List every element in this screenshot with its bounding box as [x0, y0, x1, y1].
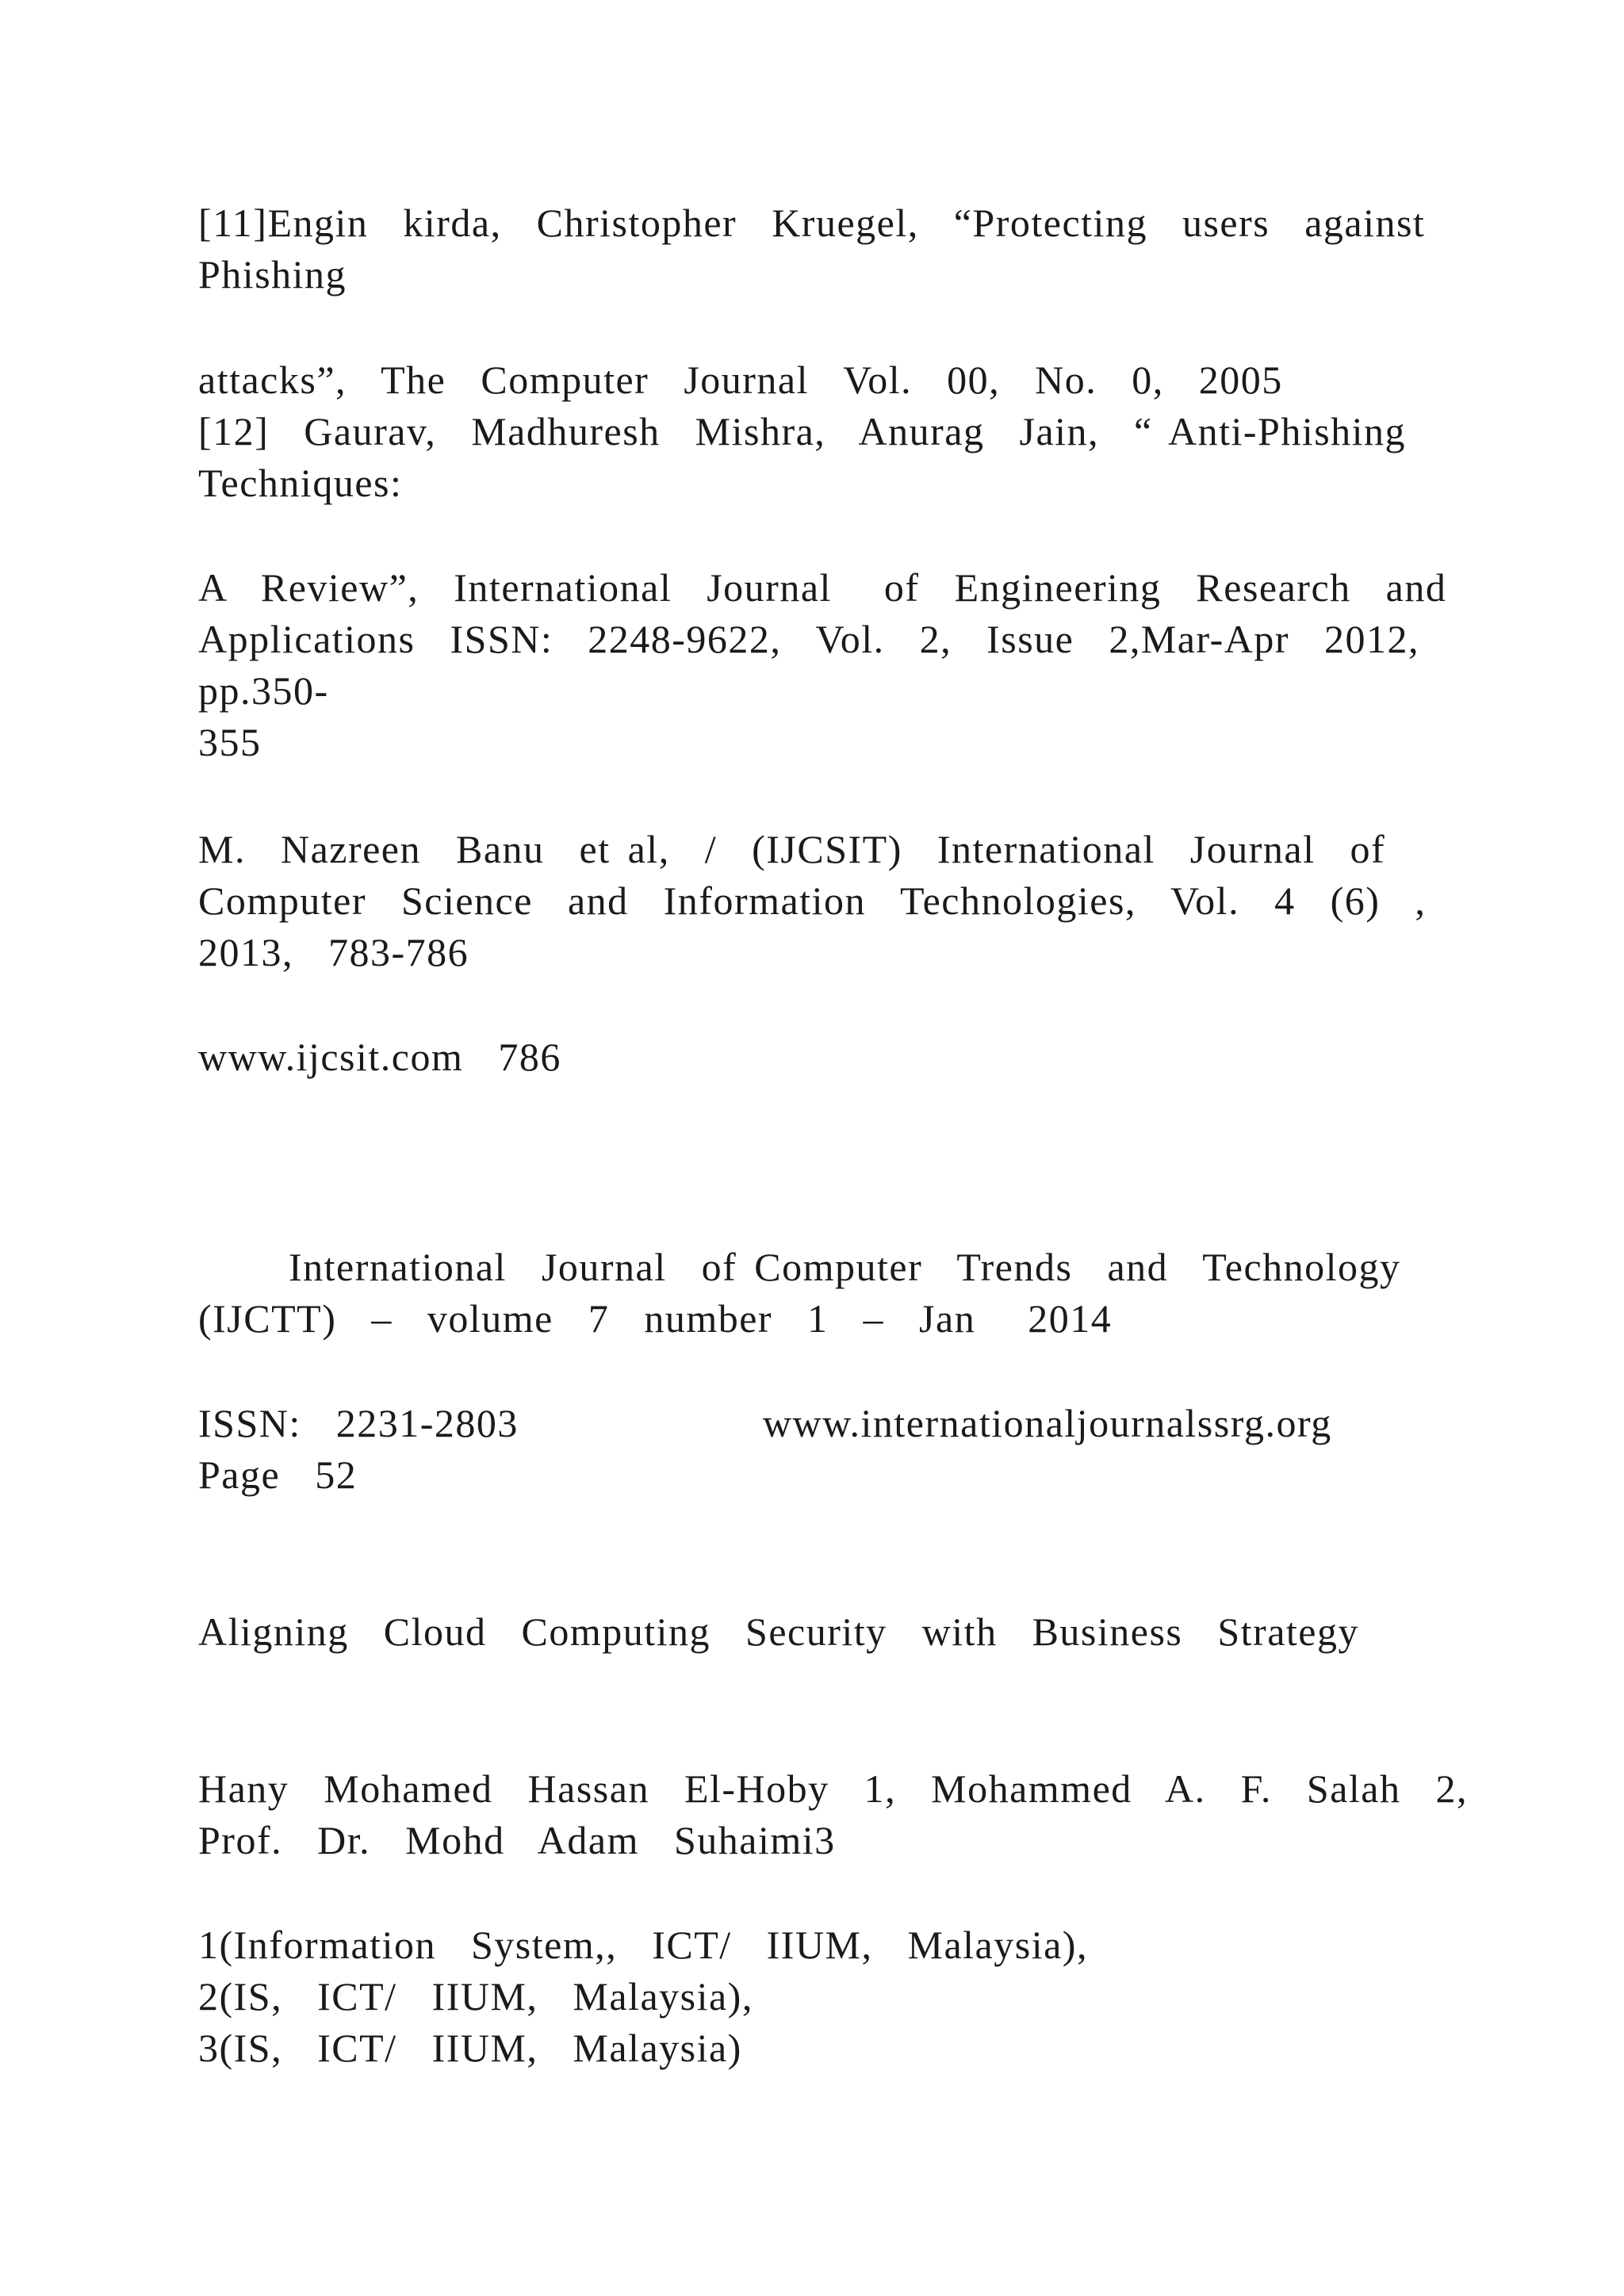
page-number: Page 52 [198, 1452, 358, 1497]
reference-12-line-1: [12] Gaurav, Madhuresh Mishra, Anurag Jain, “ Anti-Phishing [198, 409, 1407, 453]
running-header-line-2: Computer Science and Information Technologies, Vol. 4 (6) , [198, 878, 1427, 923]
reference-11-line-2: Phishing [198, 252, 347, 297]
authors-line-2: Prof. Dr. Mohd Adam Suhaimi3 [198, 1818, 836, 1862]
reference-11-line-3: attacks”, The Computer Journal Vol. 00, No. 0, 2005 [198, 358, 1283, 402]
affiliation-3: 3(IS, ICT/ IIUM, Malaysia) [198, 2026, 742, 2070]
running-header-line-3: 2013, 783-786 [198, 930, 469, 974]
authors-line-1: Hany Mohamed Hassan El-Hoby 1, Mohammed A. F. Salah 2, [198, 1766, 1468, 1811]
reference-12-line-2: Techniques: [198, 461, 403, 505]
journal-header-line-1: International Journal of Computer Trends and Technology [289, 1245, 1401, 1289]
affiliation-2: 2(IS, ICT/ IIUM, Malaysia), [198, 1974, 753, 2019]
journal-header-line-2: (IJCTT) – volume 7 number 1 – Jan 2014 [198, 1296, 1113, 1341]
reference-12-line-3: A Review”, International Journal of Engineering Research and [198, 565, 1447, 610]
issn-line: ISSN: 2231-2803 www.internationaljournalssrg.org [198, 1401, 1332, 1445]
reference-12-line-5: pp.350- [198, 668, 329, 713]
paper-title: Aligning Cloud Computing Security with Business Strategy [198, 1609, 1359, 1654]
reference-11-line-1: [11]Engin kirda, Christopher Kruegel, “Protecting users against [198, 201, 1426, 245]
reference-12-line-4: Applications ISSN: 2248-9622, Vol. 2, Issue 2,Mar-Apr 2012, [198, 617, 1420, 661]
reference-12-line-6: 355 [198, 720, 262, 764]
footer-url: www.ijcsit.com 786 [198, 1035, 561, 1079]
affiliation-1: 1(Information System,, ICT/ IIUM, Malaysia), [198, 1923, 1088, 1967]
running-header-line-1: M. Nazreen Banu et al, / (IJCSIT) International Journal of [198, 827, 1386, 871]
